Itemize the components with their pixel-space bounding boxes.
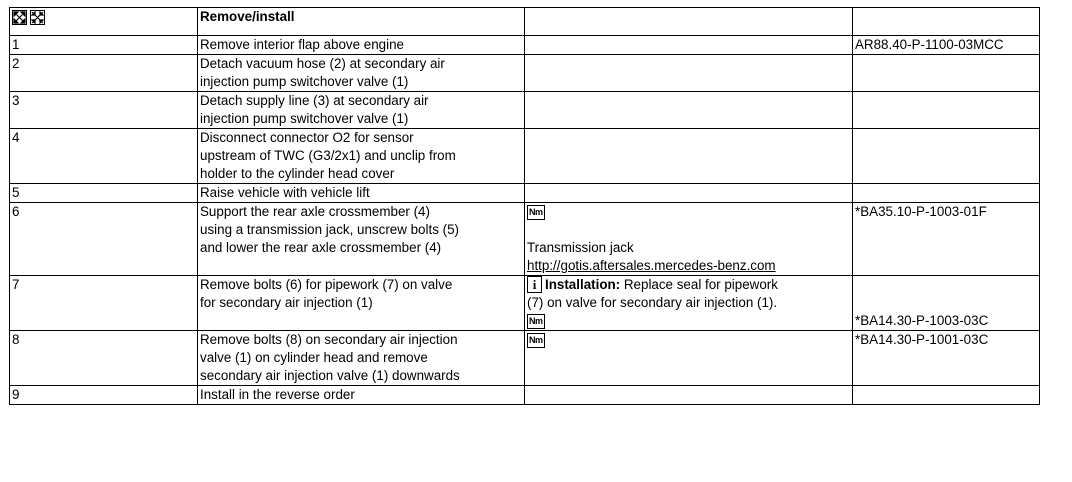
step-number: 5 xyxy=(10,184,198,203)
step-line: injection pump switchover valve (1) xyxy=(200,111,409,126)
step-number: 9 xyxy=(10,386,198,405)
step-line: holder to the cylinder head cover xyxy=(200,166,395,181)
installation-label: Installation: xyxy=(545,277,621,292)
notes-cell xyxy=(525,92,853,129)
step-text xyxy=(198,55,525,92)
reference-cell xyxy=(853,386,1040,405)
installation-note-line2: (7) on valve for secondary air injection (1). xyxy=(527,295,778,310)
step-line: Detach vacuum hose (2) at secondary air xyxy=(200,56,445,71)
torque-icon[interactable]: Nm xyxy=(527,205,545,220)
notes-cell xyxy=(525,386,853,405)
step-line: Detach supply line (3) at secondary air xyxy=(200,93,429,108)
tool-link[interactable]: http://gotis.aftersales.mercedes-benz.com xyxy=(527,258,776,273)
procedure-table xyxy=(9,7,1040,405)
table-row xyxy=(10,386,1040,405)
step-number: 2 xyxy=(10,55,198,92)
step-line: upstream of TWC (G3/2x1) and unclip from xyxy=(200,148,456,163)
header-icons-cell xyxy=(10,8,198,36)
step-line: valve (1) on cylinder head and remove xyxy=(200,350,428,365)
table-row xyxy=(10,203,1040,276)
step-text xyxy=(198,386,525,405)
torque-icon[interactable]: Nm xyxy=(527,333,545,348)
table-row xyxy=(10,55,1040,92)
step-text xyxy=(198,276,525,331)
step-number: 8 xyxy=(10,331,198,386)
step-text xyxy=(198,36,525,55)
step-line: Remove bolts (6) for pipework (7) on valve xyxy=(200,277,453,292)
table-row xyxy=(10,129,1040,184)
reference-cell xyxy=(853,92,1040,129)
notes-cell xyxy=(525,55,853,92)
step-line: for secondary air injection (1) xyxy=(200,295,373,310)
step-text xyxy=(198,184,525,203)
table-row xyxy=(10,92,1040,129)
step-text xyxy=(198,129,525,184)
notes-cell xyxy=(525,129,853,184)
step-number: 3 xyxy=(10,92,198,129)
step-number: 1 xyxy=(10,36,198,55)
step-line: Disconnect connector O2 for sensor xyxy=(200,130,414,145)
notes-cell xyxy=(525,184,853,203)
header-cell-4 xyxy=(853,8,1040,36)
reference-link[interactable]: AR88.40-P-1100-03MCC xyxy=(853,36,1040,55)
table-row xyxy=(10,276,1040,331)
step-text xyxy=(198,92,525,129)
reference-link[interactable]: *BA14.30-P-1003-03C xyxy=(855,313,989,328)
notes-cell xyxy=(525,203,853,276)
step-line: Remove interior flap above engine xyxy=(200,37,404,52)
step-line: secondary air injection valve (1) downwards xyxy=(200,368,460,383)
step-text xyxy=(198,331,525,386)
notes-cell xyxy=(525,36,853,55)
torque-icon[interactable]: Nm xyxy=(527,314,545,329)
table-row xyxy=(10,184,1040,203)
tool-name: Transmission jack xyxy=(527,240,634,255)
step-line: Raise vehicle with vehicle lift xyxy=(200,185,370,200)
header-row xyxy=(10,8,1040,36)
header-cell-3 xyxy=(525,8,853,36)
step-line: injection pump switchover valve (1) xyxy=(200,74,409,89)
reference-cell xyxy=(853,55,1040,92)
step-number: 7 xyxy=(10,276,198,331)
installation-note: Replace seal for pipework xyxy=(623,277,778,292)
notes-cell xyxy=(525,331,853,386)
step-line: Support the rear axle crossmember (4) xyxy=(200,204,430,219)
step-line: and lower the rear axle crossmember (4) xyxy=(200,240,442,255)
step-line: Install in the reverse order xyxy=(200,387,355,402)
collapse-icon[interactable] xyxy=(30,10,45,25)
expand-icon[interactable] xyxy=(12,10,27,25)
info-icon: i xyxy=(527,276,542,293)
step-number: 6 xyxy=(10,203,198,276)
table-row xyxy=(10,331,1040,386)
reference-link[interactable]: *BA35.10-P-1003-01F xyxy=(853,203,1040,276)
step-line: Remove bolts (8) on secondary air injection xyxy=(200,332,458,347)
reference-cell xyxy=(853,129,1040,184)
reference-cell xyxy=(853,276,1040,331)
reference-link[interactable]: *BA14.30-P-1001-03C xyxy=(853,331,1040,386)
table-row xyxy=(10,36,1040,55)
step-number: 4 xyxy=(10,129,198,184)
header-title: Remove/install xyxy=(198,8,525,36)
notes-cell xyxy=(525,276,853,331)
step-text xyxy=(198,203,525,276)
reference-cell xyxy=(853,184,1040,203)
step-line: using a transmission jack, unscrew bolts (5) xyxy=(200,222,459,237)
